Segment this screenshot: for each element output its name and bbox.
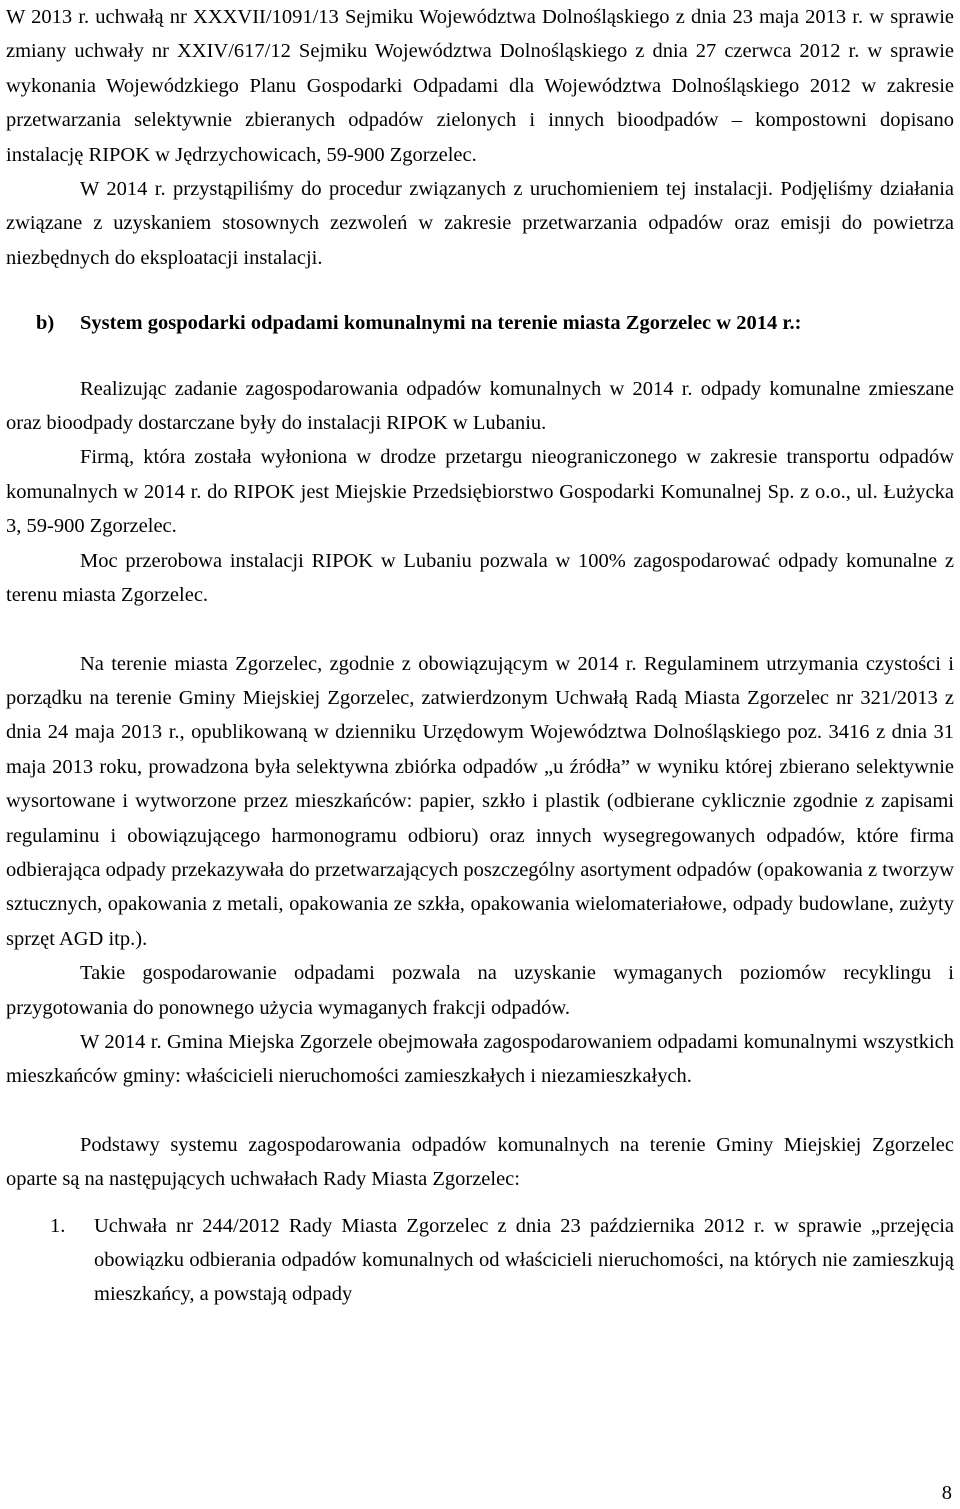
paragraph-resolution-2013: W 2013 r. uchwałą nr XXXVII/1091/13 Sejmiku Województwa Dolnośląskiego z dnia 23 maja 2013 r. w sprawie zmiany uchwały nr XXIV/617/12 Sejmiku Województwa Dolnośląskiego z dnia 27 czerwca 2012 r. w sprawie wykonania Wojewódzkiego Planu Gospodarki Odpadami dla Województwa Dolnośląskiego 2012 w zakresie przetwarzania selektywnie zbieranych odpadów zielonych i innych bioodpadów – kompostowni dopisano instalację RIPOK w Jędrzychowicach, 59-900 Zgorzelec. bbox=[6, 6, 954, 166]
section-heading-text: System gospodarki odpadami komunalnymi na terenie miasta Zgorzelec w 2014 r.: bbox=[80, 312, 802, 335]
paragraph-recycling-levels: Takie gospodarowanie odpadami pozwala na uzyskanie wymaganych poziomów recyklingu i przygotowania do ponownego użycia wymaganych frakcji odpadów. bbox=[6, 962, 954, 1019]
spacer bbox=[6, 613, 954, 647]
document-page bbox=[6, 0, 954, 1312]
section-heading bbox=[6, 306, 954, 340]
list-item bbox=[6, 1209, 954, 1312]
spacer bbox=[6, 275, 954, 306]
list-item-text: Uchwała nr 244/2012 Rady Miasta Zgorzelec z dnia 23 października 2012 r. w sprawie „przejęcia obowiązku odbierania odpadów komunalnych od właścicieli nieruchomości, na których nie zamieszkują mieszkańcy, a powstają odpady bbox=[94, 1214, 954, 1306]
paragraph-realization: Realizując zadanie zagospodarowania odpadów komunalnych w 2014 r. odpady komunalne zmieszane oraz bioodpady dostarczane były do instalacji RIPOK w Lubaniu. bbox=[6, 377, 954, 435]
paragraph-coverage: W 2014 r. Gmina Miejska Zgorzele obejmowała zagospodarowaniem odpadami komunalnymi wszystkich mieszkańców gminy: właścicieli nieruchomości zamieszkałych i niezamieszkałych. bbox=[6, 1030, 954, 1088]
paragraph-capacity: Moc przerobowa instalacji RIPOK w Lubaniu pozwala w 100% zagospodarować odpady komunalne z terenu miasta Zgorzelec. bbox=[6, 549, 954, 607]
paragraph-legal-basis: Podstawy systemu zagospodarowania odpadów komunalnych na terenie Gminy Miejskiej Zgorzelec oparte są na następujących uchwałach Rady Miasta Zgorzelec: bbox=[6, 1133, 954, 1191]
page-number: 8 bbox=[941, 1482, 952, 1504]
list-item-number: 1. bbox=[50, 1214, 66, 1237]
spacer bbox=[6, 341, 954, 372]
spacer bbox=[6, 1094, 954, 1128]
spacer bbox=[6, 1197, 954, 1209]
paragraph-transport-company: Firmą, która została wyłoniona w drodze przetargu nieograniczonego w zakresie transportu odpadów komunalnych w 2014 r. do RIPOK jest Miejskie Przedsiębiorstwo Gospodarki Komunalnej Sp. z o.o., ul. Łużycka 3, 59-900 Zgorzelec. bbox=[6, 446, 954, 538]
section-heading-marker: b) bbox=[36, 312, 55, 335]
paragraph-procedures-2014: W 2014 r. przystąpiliśmy do procedur związanych z uruchomieniem tej instalacji. Podjęliśmy działania związane z uzyskaniem stosownych zezwoleń w zakresie przetwarzania odpadów oraz emisji do powietrza niezbędnych do eksploatacji instalacji. bbox=[6, 178, 954, 269]
paragraph-selective-collection: Na terenie miasta Zgorzelec, zgodnie z obowiązującym w 2014 r. Regulaminem utrzymania czystości i porządku na terenie Gminy Miejskiej Zgorzelec, zatwierdzonym Uchwałą Radą Miasta Zgorzelec nr 321/2013 z dnia 24 maja 2013 r., opublikowaną w dzienniku Urzędowym Województwa Dolnośląskiego poz. 3416 z dnia 31 maja 2013 roku, prowadzona była selektywna zbiórka odpadów „u źródła” w wyniku której zbierano selektywnie wysortowane i wytworzone przez mieszkańców: papier, szkło i plastik (odbierane cyklicznie zgodnie z zapisami regulaminu i obowiązującego harmonogramu odbioru) oraz innych wysegregowanych odpadów, które firma odbierająca odpady przekazywała do przetwarzających poszczególny asortyment odpadów (opakowania z tworzyw sztucznych, opakowania z metali, opakowania ze szkła, opakowania wielomateriałowe, odpady budowlane, zużyty sprzęt AGD itp.). bbox=[6, 652, 954, 950]
